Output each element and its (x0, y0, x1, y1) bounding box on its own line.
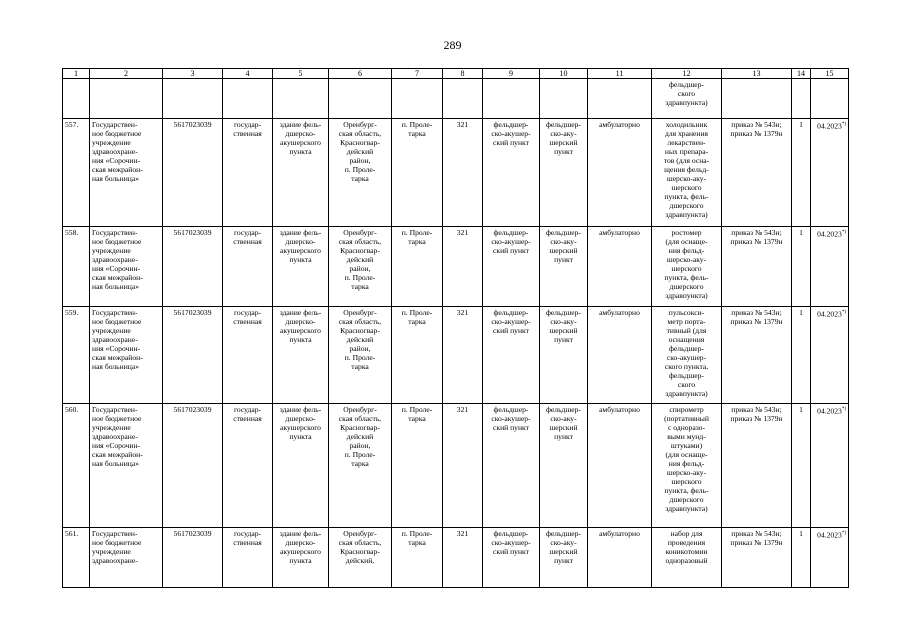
unit-type-cell: фельдшер- ско-акушер- ский пункт (483, 119, 540, 227)
regulatory-order-cell: приказ № 543н; приказ № 1379н (722, 119, 792, 227)
tax-id-cell: 5617023039 (163, 227, 223, 307)
column-number-cell: 14 (792, 69, 811, 79)
table-row (63, 119, 849, 227)
unit-type-cell: фельдшер- ско-акушер- ский пункт (483, 307, 540, 404)
column-number-cell: 15 (811, 69, 849, 79)
table-row (63, 307, 849, 404)
regulatory-order-cell: приказ № 543н; приказ № 1379н (722, 404, 792, 528)
organization-name-cell: Государствен- ное бюджетное учреждение здравоохране- ния «Сорочин- ская межрайон- ная больница» (90, 404, 163, 528)
address-cell: Оренбург- ская область, Красногвар- дейский район, п. Проле- тарка (329, 404, 392, 528)
date-text: 04.2023 (817, 406, 842, 416)
care-type-cell: амбулаторно (588, 119, 652, 227)
row-number-cell: 560. (63, 404, 90, 528)
building-type-cell: здание фель- дшерско- акушерского пункта (273, 528, 329, 588)
carry-over-equipment: фельдшер- ского здравпункта) (652, 79, 722, 119)
regulatory-order-cell: приказ № 543н; приказ № 1379н (722, 307, 792, 404)
date-text: 04.2023 (817, 309, 842, 319)
quantity-cell: 1 (792, 307, 811, 404)
quantity-cell: 1 (792, 404, 811, 528)
ownership-form-cell: государ- ственная (223, 307, 273, 404)
column-number-cell: 5 (273, 69, 329, 79)
care-type-cell: амбулаторно (588, 307, 652, 404)
table-row (63, 528, 849, 588)
regulatory-order-cell: приказ № 543н; приказ № 1379н (722, 227, 792, 307)
care-type-cell: амбулаторно (588, 404, 652, 528)
column-number-cell: 9 (483, 69, 540, 79)
building-type-cell: здание фель- дшерско- акушерского пункта (273, 227, 329, 307)
column-number-cell: 4 (223, 69, 273, 79)
row-number-cell: 558. (63, 227, 90, 307)
column-number-cell: 13 (722, 69, 792, 79)
equipment-cell: спирометр (портативный с одноразо- выми мунд- штуками) (для оснаще- ния фельд- шерско-аку- шерского пункта, фель- дшерского здравпункта) (652, 404, 722, 528)
tax-id-cell: 5617023039 (163, 307, 223, 404)
building-type-cell: здание фель- дшерско- акушерского пункта (273, 404, 329, 528)
row-number-cell: 559. (63, 307, 90, 404)
care-type-cell: амбулаторно (588, 227, 652, 307)
due-date-cell (811, 119, 849, 227)
footnote-mark: *) (841, 407, 846, 412)
equipment-cell: холодильник для хранения лекарствен- ных препара- тов (для осна- щения фельд- шерско-аку- шерского пункта, фель- дшерского здравпункта) (652, 119, 722, 227)
locality-cell: п. Проле- тарка (392, 227, 443, 307)
care-type-cell: амбулаторно (588, 528, 652, 588)
table-row (63, 227, 849, 307)
date-text: 04.2023 (817, 229, 842, 239)
column-number-cell: 10 (540, 69, 588, 79)
ownership-form-cell: государ- ственная (223, 119, 273, 227)
quantity-cell: 1 (792, 119, 811, 227)
regulatory-order-cell: приказ № 543н; приказ № 1379н (722, 528, 792, 588)
code-cell: 321 (443, 119, 483, 227)
column-number-cell: 8 (443, 69, 483, 79)
footnote-mark: *) (841, 122, 846, 127)
code-cell: 321 (443, 404, 483, 528)
tax-id-cell: 5617023039 (163, 528, 223, 588)
registry-table (62, 68, 849, 588)
carry-over-row (63, 79, 849, 119)
address-cell: Оренбург- ская область, Красногвар- дейский, (329, 528, 392, 588)
subunit-type-cell: фельдшер- ско-аку- шерский пункт (540, 119, 588, 227)
footnote-mark: *) (841, 531, 846, 536)
column-number-cell: 12 (652, 69, 722, 79)
subunit-type-cell: фельдшер- ско-аку- шерский пункт (540, 227, 588, 307)
equipment-cell: пульсокси- метр порта- тивный (для оснащения фельдшер- ско-акушер- ского пункта, фельдшер- ского здравпункта) (652, 307, 722, 404)
table-row (63, 404, 849, 528)
quantity-cell: 1 (792, 227, 811, 307)
locality-cell: п. Проле- тарка (392, 404, 443, 528)
locality-cell: п. Проле- тарка (392, 528, 443, 588)
row-number-cell: 557. (63, 119, 90, 227)
locality-cell: п. Проле- тарка (392, 119, 443, 227)
tax-id-cell: 5617023039 (163, 404, 223, 528)
equipment-cell: ростомер (для оснаще- ния фельд- шерско-аку- шерского пункта, фель- дшерского здравпункта) (652, 227, 722, 307)
column-number-cell: 1 (63, 69, 90, 79)
unit-type-cell: фельдшер- ско-акушер- ский пункт (483, 528, 540, 588)
due-date-cell (811, 227, 849, 307)
column-number-cell: 6 (329, 69, 392, 79)
ownership-form-cell: государ- ственная (223, 404, 273, 528)
building-type-cell: здание фель- дшерско- акушерского пункта (273, 307, 329, 404)
tax-id-cell: 5617023039 (163, 119, 223, 227)
code-cell: 321 (443, 227, 483, 307)
equipment-cell: набор для проведения коникотомии одноразовый (652, 528, 722, 588)
address-cell: Оренбург- ская область, Красногвар- дейский район, п. Пролe- тарка (329, 119, 392, 227)
code-cell: 321 (443, 528, 483, 588)
organization-name-cell: Государствен- ное бюджетное учреждение здравоохране- ния «Сорочин- ская межрайон- ная больница» (90, 307, 163, 404)
column-number-cell: 3 (163, 69, 223, 79)
due-date-cell (811, 307, 849, 404)
date-text: 04.2023 (817, 530, 842, 540)
column-number-cell: 11 (588, 69, 652, 79)
organization-name-cell: Государствен- ное бюджетное учреждение здравоохране- ния «Сорочин- ская межрайон- ная больница» (90, 227, 163, 307)
address-cell: Оренбург- ская область, Красногвар- дейский район, п. Проле- тарка (329, 307, 392, 404)
subunit-type-cell: фельдшер- ско-аку- шерский пункт (540, 404, 588, 528)
building-type-cell: здание фель- дшерско- акушерского пункта (273, 119, 329, 227)
subunit-type-cell: фельдшер- ско-аку- шерский пункт (540, 528, 588, 588)
unit-type-cell: фельдшер- ско-акушер- ский пункт (483, 404, 540, 528)
footnote-mark: *) (841, 310, 846, 315)
address-cell: Оренбург- ская область, Красногвар- дейский район, п. Проле- тарка (329, 227, 392, 307)
locality-cell: п. Проле- тарка (392, 307, 443, 404)
column-number-cell: 7 (392, 69, 443, 79)
page-number: 289 (443, 38, 462, 52)
footnote-mark: *) (841, 230, 846, 235)
row-number-cell: 561. (63, 528, 90, 588)
subunit-type-cell: фельдшер- ско-аку- шерский пункт (540, 307, 588, 404)
due-date-cell (811, 404, 849, 528)
ownership-form-cell: государ- ственная (223, 227, 273, 307)
ownership-form-cell: государ- ственная (223, 528, 273, 588)
due-date-cell (811, 528, 849, 588)
column-number-cell: 2 (90, 69, 163, 79)
quantity-cell: 1 (792, 528, 811, 588)
table-body (63, 69, 849, 588)
organization-name-cell: Государствен- ное бюджетное учреждение здравоохране- ния «Сорочин- ская межрайон- ная больница» (90, 119, 163, 227)
organization-name-cell: Государствен- ное бюджетное учреждение здравоохране- (90, 528, 163, 588)
column-number-row (63, 69, 849, 79)
date-text: 04.2023 (817, 121, 842, 131)
unit-type-cell: фельдшер- ско-акушер- ский пункт (483, 227, 540, 307)
code-cell: 321 (443, 307, 483, 404)
